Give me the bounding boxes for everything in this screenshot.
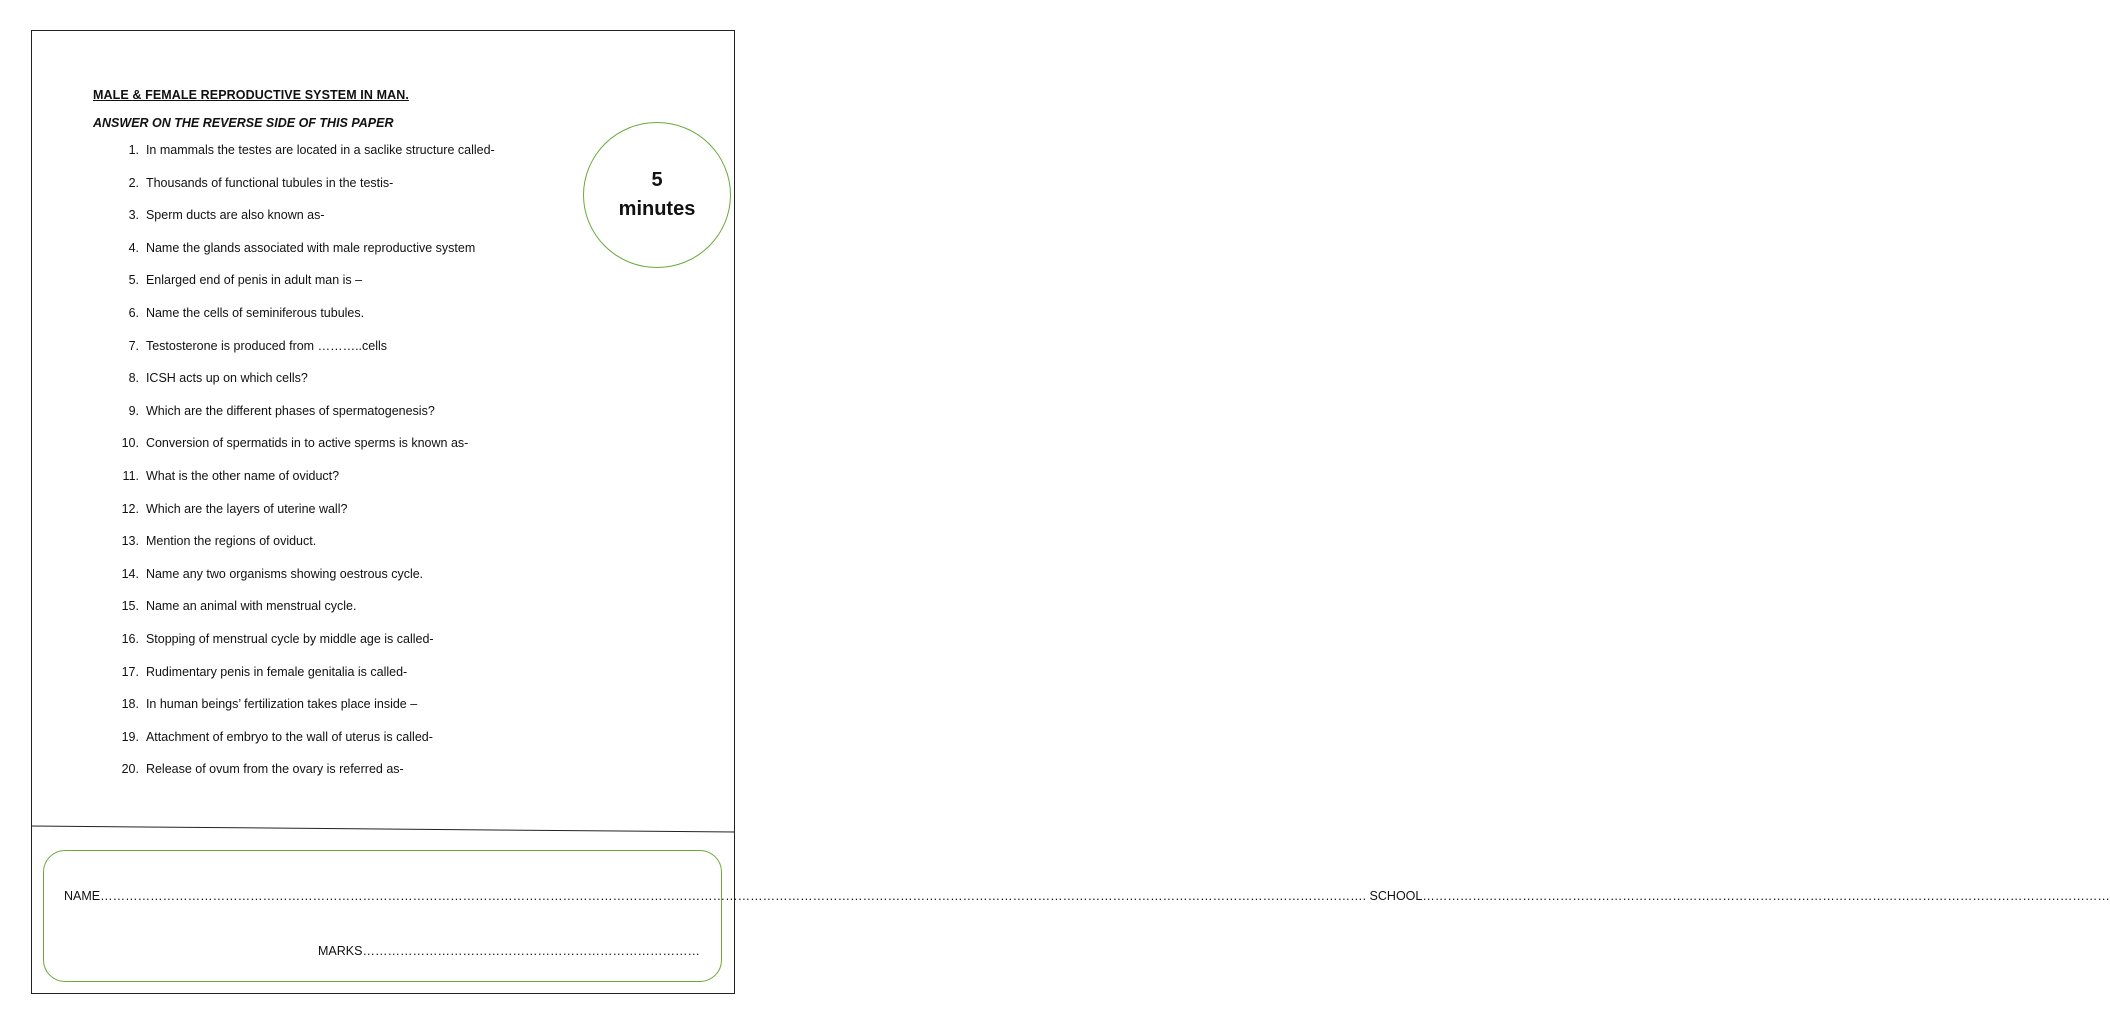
question-item <box>112 761 495 794</box>
question-number: 2. <box>128 175 139 190</box>
question-number: 14. <box>121 566 139 581</box>
question-number: 9. <box>128 403 139 418</box>
question-number: 16. <box>121 631 139 646</box>
question-list <box>112 142 495 794</box>
question-text: Rudimentary penis in female genitalia is called- <box>145 664 408 679</box>
question-item <box>112 533 495 566</box>
student-info-box <box>43 850 722 982</box>
question-item <box>112 175 495 208</box>
question-item <box>112 435 495 468</box>
worksheet-title: MALE & FEMALE REPRODUCTIVE SYSTEM IN MAN. <box>93 88 409 102</box>
divider-line <box>31 824 735 834</box>
question-text: In mammals the testes are located in a saclike structure called- <box>145 143 495 157</box>
name-school-field[interactable]: NAME……………………………………………………………………………………………………………………………………………………………………………………………………………………………………………………………………………. SCHOOL………………………………………………………………………………………………………………………………………………… <box>64 889 2110 903</box>
question-number: 13. <box>121 534 139 549</box>
question-item <box>112 207 495 240</box>
question-item <box>112 566 495 599</box>
question-item <box>112 403 495 436</box>
question-text: Release of ovum from the ovary is referred as- <box>145 762 404 777</box>
question-text: Stopping of menstrual cycle by middle age is called- <box>145 631 434 646</box>
question-item <box>112 338 495 371</box>
question-text: Conversion of spermatids in to active sperms is known as- <box>145 436 469 451</box>
question-number: 6. <box>128 305 139 320</box>
timer-number: 5 <box>651 169 663 191</box>
instruction-text: ANSWER ON THE REVERSE SIDE OF THIS PAPER <box>93 116 394 130</box>
question-item <box>112 468 495 501</box>
question-number: 1. <box>128 143 139 157</box>
question-item <box>112 305 495 338</box>
timer-circle <box>583 122 731 268</box>
question-text: Attachment of embryo to the wall of uterus is called- <box>145 729 433 744</box>
question-text: Which are the different phases of spermatogenesis? <box>145 403 435 418</box>
question-number: 18. <box>121 697 139 712</box>
marks-field[interactable]: MARKS……………………………………………………………………… <box>318 944 700 958</box>
question-text: Which are the layers of uterine wall? <box>145 501 348 516</box>
question-number: 11. <box>122 468 139 483</box>
question-number: 8. <box>128 371 139 386</box>
question-text: In human beings’ fertilization takes place inside – <box>145 697 418 712</box>
question-number: 5. <box>128 273 139 288</box>
question-item <box>112 501 495 534</box>
question-text: Enlarged end of penis in adult man is – <box>145 273 363 288</box>
question-text: Name an animal with menstrual cycle. <box>145 599 357 614</box>
question-item <box>112 664 495 697</box>
question-number: 10. <box>121 436 139 451</box>
question-item <box>112 696 495 729</box>
question-text: Mention the regions of oviduct. <box>145 534 317 549</box>
question-number: 12. <box>121 501 139 516</box>
question-number: 3. <box>128 208 139 223</box>
question-number: 20. <box>121 762 139 777</box>
question-number: 15. <box>121 599 139 614</box>
question-text: Name any two organisms showing oestrous cycle. <box>145 566 424 581</box>
question-item <box>112 240 495 273</box>
question-number: 4. <box>128 240 139 255</box>
question-text: ICSH acts up on which cells? <box>145 371 308 386</box>
question-text: What is the other name of oviduct? <box>145 468 340 483</box>
question-text: Sperm ducts are also known as- <box>145 208 325 223</box>
question-item <box>112 370 495 403</box>
question-item <box>112 729 495 762</box>
question-text: Thousands of functional tubules in the testis- <box>145 175 394 190</box>
question-item <box>112 631 495 664</box>
question-item <box>112 142 495 175</box>
question-text: Name the glands associated with male reproductive system <box>145 240 476 255</box>
question-item <box>112 598 495 631</box>
question-text: Testosterone is produced from ………..cells <box>145 338 388 353</box>
question-number: 7. <box>128 338 139 353</box>
question-text: Name the cells of seminiferous tubules. <box>145 305 365 320</box>
question-number: 19. <box>121 729 139 744</box>
timer-unit: minutes <box>618 198 696 220</box>
question-number: 17. <box>121 664 139 679</box>
question-item <box>112 272 495 305</box>
